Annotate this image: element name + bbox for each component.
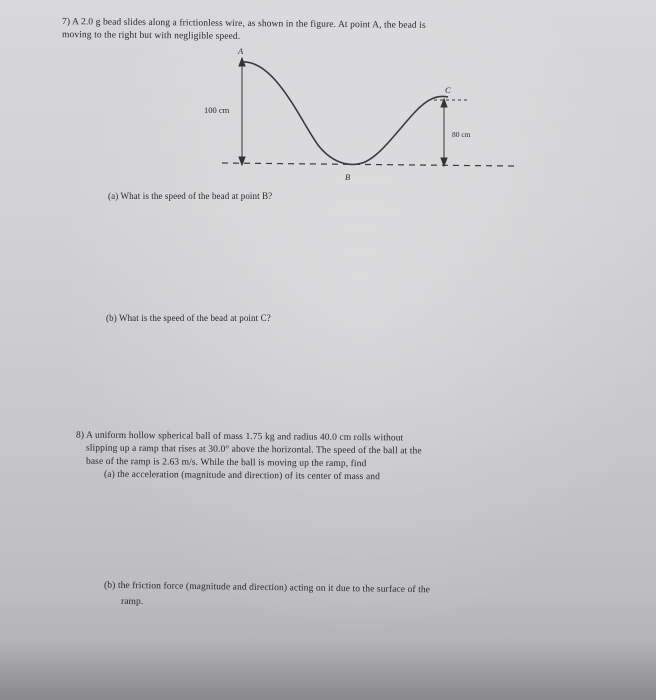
problem8-line1: 8) A uniform hollow spherical ball of mass 1.75 kg and radius 40.0 cm rolls without: [75, 430, 404, 444]
problem8-part-b-line1: (b) the friction force (magnitude and direction) acting on it due to the surface of the: [103, 580, 431, 596]
height-arrow-c: [441, 99, 447, 166]
height-arrow-a: [239, 58, 245, 165]
problem8-part-a: (a) the acceleration (magnitude and direction) of its center of mass and: [103, 469, 381, 483]
problem7-line2: moving to the right but with negligible speed.: [61, 30, 241, 42]
point-a-label: A: [238, 46, 244, 56]
problem7-part-a: (a) What is the speed of the bead at point B?: [108, 191, 273, 201]
problem8-line3: base of the ramp is 2.63 m/s. While the ball is moving up the ramp, find: [85, 456, 367, 470]
height-a-label: 100 cm: [204, 105, 230, 115]
point-c-label: C: [445, 85, 451, 95]
frictionless-wire: [242, 62, 448, 164]
ground-dashed-line: [222, 163, 515, 166]
bottom-shadow: [0, 640, 656, 700]
point-b-label: B: [345, 172, 351, 182]
problem7-part-b: (b) What is the speed of the bead at point C?: [106, 313, 271, 323]
problem8-part-b-line2: ramp.: [120, 596, 144, 608]
problem7-line1: 7) A 2.0 g bead slides along a frictionless wire, as shown in the figure. At point A, the bead is: [61, 17, 426, 31]
height-c-label: 80 cm: [452, 130, 471, 139]
problem8-line2: slipping up a ramp that rises at 30.0° above the horizontal. The speed of the ball at the: [85, 443, 422, 457]
